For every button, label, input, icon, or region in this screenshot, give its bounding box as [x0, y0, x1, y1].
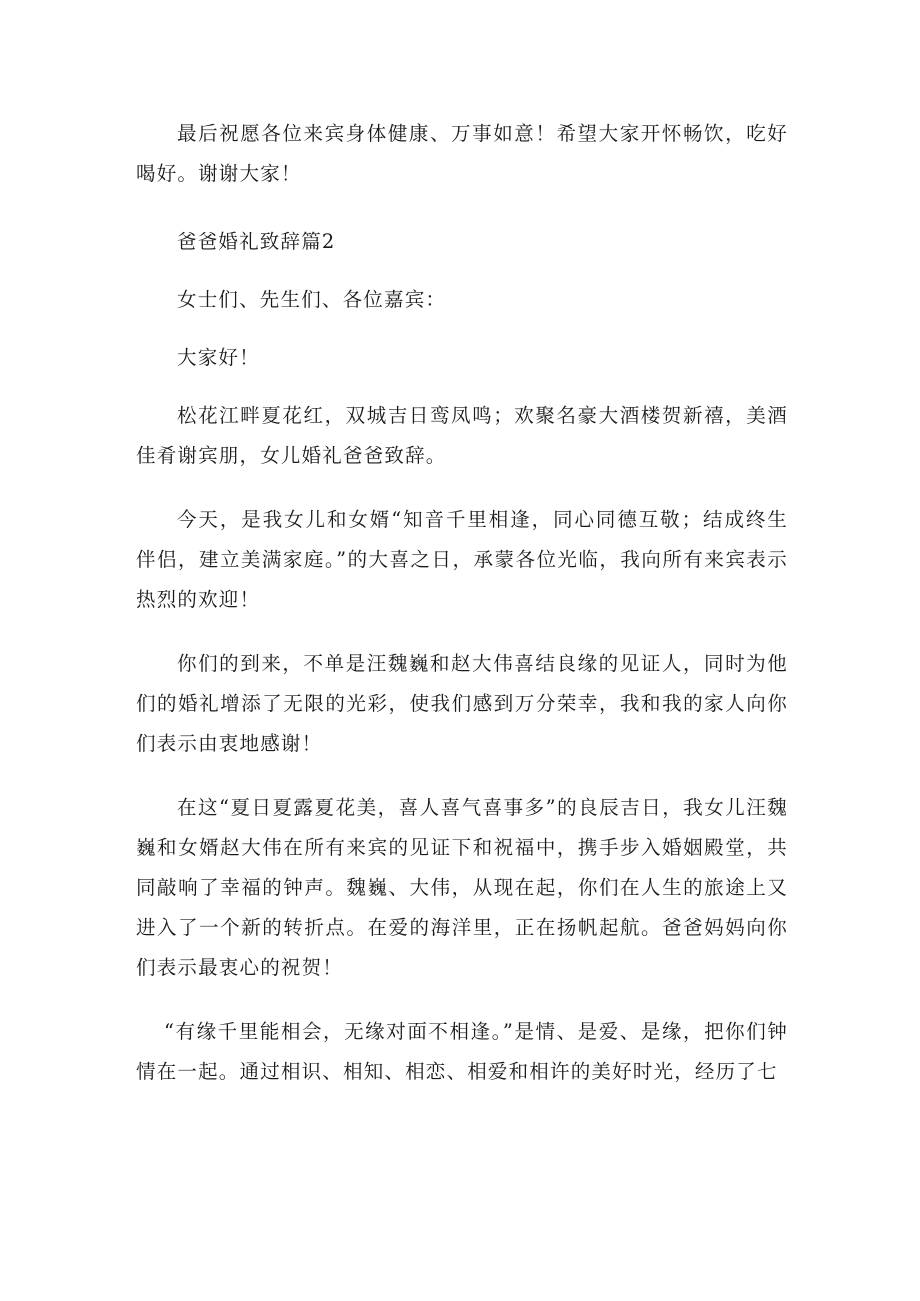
paragraph-blessing: 在这“夏日夏露夏花美，喜人喜气喜事多”的良辰吉日，我女儿汪魏巍和女婿赵大伟在所有来宾的见证下和祝福中，携手步入婚姻殿堂，共同敲响了幸福的钟声。魏巍、大伟，从现在起，你们在人生的旅途上又进入了一个新的转折点。在爱的海洋里，正在扬帆起航。爸爸妈妈向你们表示最衷心的祝贺！ — [136, 796, 788, 979]
paragraph-opening-verse: 松花江畔夏花红，双城吉日鸾凤鸣；欢聚名豪大酒楼贺新禧，美酒佳肴谢宾朋，女儿婚礼爸爸致辞。 — [136, 404, 788, 467]
paragraph-thanks: 你们的到来，不单是汪魏巍和赵大伟喜结良缘的见证人，同时为他们的婚礼增添了无限的光彩，使我们感到万分荣幸，我和我的家人向你们表示由衷地感谢！ — [136, 652, 788, 755]
document-body — [136, 114, 788, 1092]
paragraph-salutation: 女士们、先生们、各位嘉宾： — [177, 288, 447, 311]
paragraph-closing-wishes: 最后祝愿各位来宾身体健康、万事如意！希望大家开怀畅饮，吃好喝好。谢谢大家！ — [136, 122, 788, 185]
paragraph-fate: “有缘千里能相会，无缘对面不相逢。”是情、是爱、是缘，把你们钟情在一起。通过相识、相知、相恋、相爱和相许的美好时光，经历了七 — [136, 1020, 788, 1083]
paragraph-greeting: 大家好！ — [177, 346, 260, 369]
paragraph-welcome: 今天，是我女儿和女婿“知音千里相逢，同心同德互敬；结成终生伴侣，建立美满家庭。”的大喜之日，承蒙各位光临，我向所有来宾表示热烈的欢迎！ — [136, 508, 788, 611]
section-heading: 爸爸婚礼致辞篇2 — [177, 230, 336, 253]
